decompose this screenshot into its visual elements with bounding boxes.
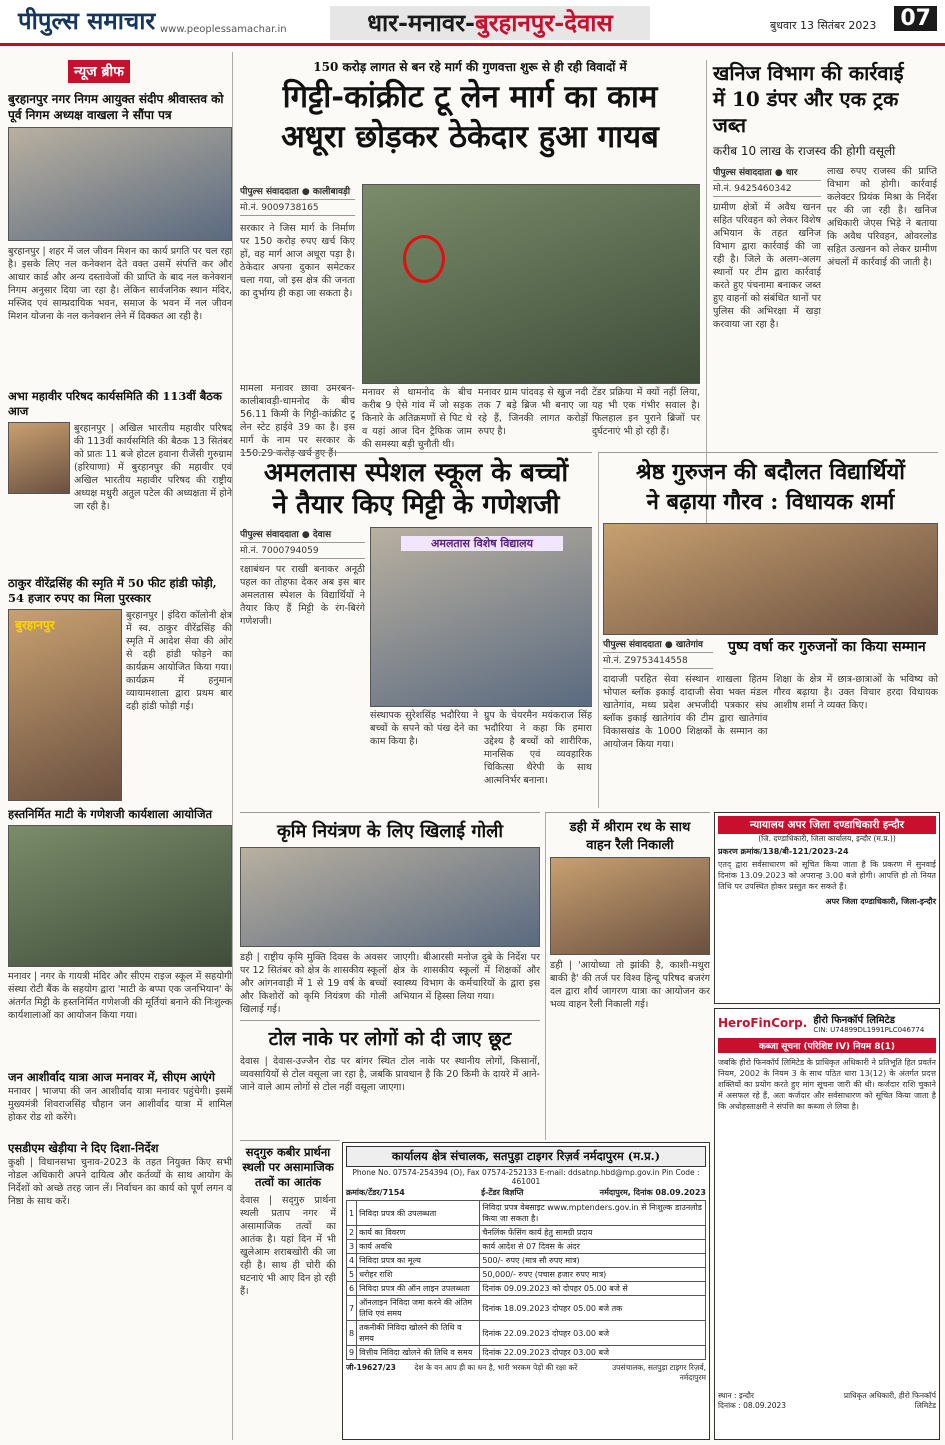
- story3-photo: [8, 609, 122, 801]
- court-title: न्यायालय अपर जिला दण्डाधिकारी इन्दौर: [718, 816, 936, 834]
- amaltas-body1: रक्षाबंधन पर राखी बनाकर अनूठी पहल का तोहफा देकर अब इस बार अमलतास स्पेशल के विद्यार्थियों ने तैयार किए हैं मिट्टी के रंग-बिरंगे गणेशजी।: [240, 564, 365, 627]
- mining-mobile: मो.नं. 9425460342: [713, 181, 821, 197]
- tender-number: क्रमांक/टेंडर/7154: [346, 1188, 405, 1197]
- lead-kicker: 150 करोड़ लागत से बन रहे मार्ग की गुणवत्ता शुरू से ही रही विवादों में: [313, 60, 627, 74]
- story2-body: बुरहानपुर | अखिल भारतीय महावीर परिषद की 113वीं कार्यसमिति की बैठक 13 सितंबर को प्रातः 11 बजे होटल हवाना रीजेंसी गुरुग्राम (हरियाणा) में बुरहानपुर की महावीर एवं अखिल भारतीय महावीर परिषद की राष्ट्रीय अध्यक्ष मधुरी अतुल पटेल की अध्यक्षता में होने जा रही है।: [74, 423, 232, 512]
- hero-body: जबकि हीरो फिनकॉर्प लिमिटेड के प्राधिकृत अधिकारी ने प्रतिभूति हित प्रवर्तन नियम, 2002 के नियम 3 के साथ पठित धारा 13(12) के अंतर्गत प्रदत्त शक्तियों का प्रयोग करते हुए मांग सूचना जारी की थी। कर्जदार राशि चुकाने में असफल रहे हैं, अतः कर्जदार और सर्वसाधारण को सूचित किया जाता है कि अधोहस्ताक्षरी ने संपत्ति का कब्जा ले लिया है।: [718, 1058, 936, 1111]
- krimi-story: [240, 812, 540, 1020]
- tender-signatory: उपसंचालक, सतपुड़ा टाइगर रिज़र्व, नर्मदापुरम: [612, 1363, 706, 1382]
- sadguru-body: देवास | सद्‌गुरु प्रार्थना स्थली प्रताप नगर में असामाजिक तत्वों का आतंक है। यहां दिन में भी खुलेआम शराबखोरी की जा रही है। साथ ही चोरी की घटनाएं भी आए दिन हो रही हैं।: [240, 1195, 336, 1297]
- photo-banner-text: बुरहानपुर: [15, 618, 55, 632]
- hero-place: स्थान : इन्दौर: [718, 1391, 754, 1400]
- amaltas-story: [240, 452, 592, 808]
- krimi-body: डही | राष्ट्रीय कृमि मुक्ति दिवस के अवसर पर 12 सितंबर को क्षेत्र के शासकीय स्कूलों और आंगनवाड़ी में 1 से 19 वर्ष के बच्चों और किशोरों को कृमि नियंत्रण की गोली खिलाई गई।: [240, 952, 387, 1015]
- shriram-headline-line1: डही में श्रीराम रथ के साथ: [569, 820, 691, 835]
- toll-body: देवास | देवास-उज्जैन रोड पर बांगर स्थित टोल नाके पर स्थानीय लोगों, किसानों, व्यवसायियों से टोल वसूला जा रहा है, जबकि प्रावधान है कि 20 किमी के दायरे में आने-जाने वाले आम लोगों से टोल नहीं वसूला जाएगा।: [240, 1056, 540, 1093]
- left-column: [8, 52, 233, 1440]
- hero-notice: [714, 1008, 940, 1440]
- website-url[interactable]: www.peoplessamachar.in: [160, 24, 287, 35]
- tender-office: कार्यालय क्षेत्र संचालक, सतपुड़ा टाइगर रिज़र्व नर्मदापुरम (म.प्र.): [346, 1146, 706, 1167]
- gurujan-body1: दादाजी परहित सेवा संस्थान शाखला हितम भोपाल ब्लॉक इकाई दादाजी सेवा भक्त मंडल खातेगांव, मध्य प्रदेश अभजीदी पत्रकार संघ ब्लॉक इकाई खातेगांव की टीम द्वारा खातेगांव विकासखंड के 1000 शिक्षकों के सम्मान का आयोजन किया गया।: [603, 674, 768, 750]
- table-row: 2 कार्य का विवरण चैनलिंक फेंसिंग कार्य हेतु सामग्री प्रदाय: [347, 1226, 706, 1240]
- tender-notice: [342, 1142, 710, 1440]
- tender-table: [346, 1200, 706, 1360]
- news-brief-label: न्यूज ब्रीफ: [68, 60, 130, 83]
- table-row: 5 धरोहर राशि 50,000/- रुपए (पचास हजार रुपए मात्र): [347, 1268, 706, 1282]
- hero-logo: HeroFinCorp.: [718, 1016, 808, 1030]
- shriram-story: [545, 812, 710, 1140]
- gurujan-byline: पीपुल्स संवाददाता ● खातेगांव: [603, 637, 713, 653]
- mining-headline-line1: खनिज विभाग की कार्रवाई: [713, 61, 904, 85]
- story4-body: मनावर | नगर के गायत्री मंदिर और सीएम राइज स्कूल में सहयोगी संस्था रोटी बैंक के सहयोग द्वारा 'माटी के बप्पा एक जनभियान' के अंतर्गत मिट्टी के हस्तनिर्मित गणेशजी की मूर्तियां बनाने की निःशुल्क कार्यशालाओं का आयोजन किया गया।: [8, 971, 232, 1021]
- tender-ref: जी-19627/23: [346, 1363, 396, 1372]
- lead-body4: मनावर ग्राम पांदवड़ से खुज नदी तक 7 बड़े ब्रिज भी बनाए जा रहे हैं, जिनकी लागत करोड़ों रुपए है।: [478, 387, 588, 437]
- edition-band: धार-मनावर-बुरहानपुर-देवास: [330, 6, 650, 40]
- mining-headline-line2: में 10 डंपर और एक ट्रक जब्त: [713, 87, 899, 137]
- story5-body: मनावर | भाजपा की जन आशीर्वाद यात्रा मनावर पहुंचेगी। इसमें मुख्यमंत्री शिवराजसिंह चौहान जन आशीर्वाद यात्रा में शामिल होकर रोड शो करेंगे।: [8, 1086, 232, 1123]
- story2-portrait: [8, 422, 70, 494]
- tender-slogan: देश के वन आप ही का धन है, भारी भरकम पेड़ों की रक्षा करें: [414, 1363, 578, 1372]
- story3-headline: ठाकुर वीरेंद्रसिंह की स्मृति में 50 फीट हांडी फोड़ी, 54 हजार रुपए का मिला पुरस्कार: [8, 576, 217, 605]
- krimi-photo: [240, 847, 540, 947]
- story6-headline: एसडीएम खेड़ीया ने दिए दिशा-निर्देश: [8, 1141, 159, 1155]
- story2-headline: अभा महावीर परिषद कार्यसमिति की 113वीं बैठक आज: [8, 389, 222, 418]
- lead-byline: पीपुल्स संवाददाता ● कालीबावड़ी: [240, 184, 355, 200]
- story1-photo: [8, 127, 232, 241]
- hero-sign: प्राधिकृत अधिकारी, हीरो फिनकॉर्प लिमिटेड: [843, 1391, 936, 1410]
- court-notice: [714, 812, 940, 1004]
- table-row: 6 निविदा प्रपत्र की ऑन लाइन उपलब्धता दिनांक 09.09.2023 को दोपहर 05.00 बजे से: [347, 1282, 706, 1296]
- story6-body: कुक्षी | विधानसभा चुनाव-2023 के तहत नियुक्त किए सभी नोडल अधिकारी अपने दायित्व और कर्तव्यों के साथ आयोग के निर्देशों को अच्छे तरह जान लें। निर्वाचन का कार्य को पूर्ण लगन व निष्ठा के साथ करें।: [8, 1157, 232, 1207]
- page-number: 07: [894, 6, 937, 31]
- mining-subhead: करीब 10 लाख के राजस्व की होगी वसूली: [713, 144, 896, 158]
- amaltas-headline-line2: ने तैयार किए मिट्टी के गणेशजी: [272, 490, 560, 520]
- lead-road-photo: [362, 184, 700, 384]
- court-body: एतद् द्वारा सर्वसाधारण को सूचित किया जाता है कि प्रकरण में सुनवाई दिनांक 13.09.2023 को अपरान्ह 3.00 बजे होगी। आपत्ति हो तो नियत तिथि पर उपस्थित होकर प्रस्तुत कर सकते हैं।: [718, 860, 936, 891]
- tender-contact: Phone No. 07574-254394 (O), Fax 07574-252133 E-mail: ddsatnp.hbd@mp.gov.in Pin Code : 461001: [352, 1168, 700, 1186]
- story1-headline: बुरहानपुर नगर निगम आयुक्त संदीप श्रीवास्तव को पूर्व निगम अध्यक्ष वाखला ने सौंपा पत्र: [8, 92, 224, 122]
- gurujan-caption: पुष्प वर्षा कर गुरुजनों का किया सम्मान: [728, 639, 926, 655]
- shriram-headline-line2: वाहन रैली निकाली: [586, 838, 674, 853]
- gurujan-body2: शिक्षा के क्षेत्र में छात्र-छात्राओं के भविष्य को गौरव बढ़ाया है। उक्त विचार हरदा विधायक आशीष शर्मा ने व्यक्त किए।: [773, 674, 938, 711]
- table-row: 7 ऑनलाइन निविदा जमा करने की अंतिम तिथि एवं समय दिनांक 18.09.2023 दोपहर 05.00 बजे तक: [347, 1296, 706, 1321]
- hero-heading: कब्जा सूचना (परिशिष्ट IV) नियम 8(1): [718, 1038, 936, 1053]
- story3-body: बुरहानपुर | इंदिरा कॉलोनी क्षेत्र में स्व. ठाकुर वीरेंद्रसिंह की स्मृति में आदेश सेवा की ओर से दही हांडी फोड़ने का कार्यक्रम आयोजित किया गया। कार्यक्रम में हनुमान व्यायामशाला द्वारा प्रथम बार दही हांडी फोड़ी गई।: [126, 610, 232, 712]
- toll-story: [240, 1020, 540, 1140]
- court-sub: (जि. दण्डाधिकारी, जिला कार्यालय, इन्दौर (म.प्र.)): [758, 834, 896, 843]
- amaltas-mobile: मो.नं. 7000794059: [240, 543, 365, 559]
- hero-company: हीरो फिनकॉर्प लिमिटेड: [813, 1015, 896, 1026]
- mining-body1: ग्रामीण क्षेत्रों में अवैध खनन सहित परिवहन को लेकर विशेष अभियान के तहत खनिज विभाग द्वारा कार्रवाई की जा रही है। जिले के अलग-अलग स्थानों पर टीम द्वारा कार्रवाई करते हुए पंचनामा बनाकर जब्त हुए वाहनों को संबंधित थानों पर पुलिस की अभिरक्षा में खड़ा करवाया जा रहा है।: [713, 202, 821, 330]
- amaltas-body2: संस्थापक सुरेशसिंह भदौरिया ने बच्चों के सपने को पंख देने का काम किया है।: [370, 710, 478, 747]
- gurujan-headline-line2: ने बढ़ाया गौरव : विधायक शर्मा: [646, 489, 895, 515]
- lead-body3: मनावर से धामनोद के बीच करीब 9 ऐसे गांव में जो सड़क किनारे के अतिक्रमणों से पिट थे व यहां आज दिन ट्रैफिक जाम की समस्या बड़ी चुनौती थी।: [362, 387, 472, 450]
- table-row: 3 कार्य अवधि कार्य आदेश से 07 दिवस के अंदर: [347, 1240, 706, 1254]
- court-sign: अपर जिला दण्डाधिकारी, जिला-इन्दौर: [825, 897, 936, 906]
- story5-headline: जन आशीर्वाद यात्रा आज मनावर में, सीएम आएंगे: [8, 1070, 216, 1084]
- sadguru-story: [240, 1140, 340, 1440]
- story4-photo: [8, 825, 232, 967]
- gurujan-mobile: मो.नं. Z9753414558: [603, 653, 713, 669]
- story4-headline: हस्तनिर्मित माटी के गणेशजी कार्यशाला आयोजित: [8, 807, 213, 821]
- amaltas-byline: पीपुल्स संवाददाता ● देवास: [240, 527, 365, 543]
- gurujan-headline-line1: श्रेष्ठ गुरुजन की बदौलत विद्यार्थियों: [636, 459, 905, 485]
- hero-date: दिनांक : 08.09.2023: [718, 1401, 787, 1410]
- hero-cin: CIN: U74899DL1991PLC046774: [813, 1026, 925, 1034]
- newspaper-logo: पीपुल्स समाचार: [18, 6, 156, 35]
- lead-mobile: मो.नं. 9009738165: [240, 200, 355, 216]
- highlight-circle: [403, 235, 445, 283]
- tender-date: नर्मदापुरम, दिनांक 08.09.2023: [599, 1188, 706, 1197]
- amaltas-photo: [370, 527, 592, 707]
- sadguru-headline: सद्‌गुरु कबीर प्रार्थना स्थली पर असामाजिक तत्वों का आतंक: [242, 1145, 334, 1189]
- school-banner: अमलतास विशेष विद्यालय: [401, 536, 563, 551]
- shriram-body: डही | 'आयोध्या तो झांकी है, काशी-मथुरा बाकी है' की तर्ज पर विश्व हिन्दू परिषद बजरंग दल द्वारा शौर्य जागरण यात्रा का आयोजन कर भव्य वाहन रैली निकाली गई।: [550, 960, 710, 1010]
- table-row: 9 वित्तीय निविदा खोलने की तिथि व समय दिनांक 22.09.2023 दोपहर 03.00 बजे: [347, 1346, 706, 1360]
- table-row: 1 निविदा प्रपत्र की उपलब्धता निविदा प्रपत्र वेबसाइट www.mptenders.gov.in से निःशुल्क डाउनलोड किया जा सकता है।: [347, 1201, 706, 1226]
- table-row: 8 तकनीकी निविदा खोलने की तिथि व समय दिनांक 22.09.2023 दोपहर 03.00 बजे: [347, 1321, 706, 1346]
- lead-headline-line1: गिट्टी-कांक्रीट टू लेन मार्ग का काम: [282, 79, 658, 115]
- mining-byline: पीपुल्स संवाददाता ● धार: [713, 165, 821, 181]
- masthead: [0, 0, 945, 46]
- amaltas-headline-line1: अमलतास स्पेशल स्कूल के बच्चों: [263, 458, 569, 488]
- tender-title: ई-टेंडर विज्ञप्ति: [481, 1188, 524, 1197]
- lead-body5: टेंडर प्रक्रिया में क्यों नहीं लिया, यह भी एक गंभीर सवाल है। फिलहाल इन पुराने ब्रिजों पर दुर्घटनाएं भी हो रही हैं।: [592, 387, 700, 437]
- krimi-body2: जाएगी। बीआरसी मनोज दुबे के निर्देश पर क्षेत्र के शासकीय स्कूलों में शिक्षकों और स्वास्थ्य विभाग के कर्मचारियों के द्वारा इस अभियान में हिस्सा लिया गया।: [393, 952, 540, 1002]
- table-row: 4 निविदा प्रपत्र का मूल्य 500/- रुपए (मात्र सौ रुपए मात्र): [347, 1254, 706, 1268]
- lead-body1: सरकार ने जिस मार्ग के निर्माण पर 150 करोड़ रुपए खर्च किए हों, वह मार्ग आज अधूरा पड़ा है। ठेकेदार अपना दुकान समेटकर चला गया, जो इस क्षेत्र की जनता का दुर्भाग्य ही कहा जा सकता है।: [240, 223, 355, 299]
- toll-headline: टोल नाके पर लोगों को दी जाए छूट: [268, 1028, 512, 1050]
- court-case: प्रकरण क्रमांक/138/बी-121/2023-24: [718, 847, 849, 856]
- gurujan-photo: [603, 523, 938, 635]
- lead-headline-line2: अधूरा छोड़कर ठेकेदार हुआ गायब: [281, 119, 659, 155]
- dateline: बुधवार 13 सितंबर 2023: [770, 19, 877, 32]
- story1-body: बुरहानपुर | शहर में जल जीवन मिशन का कार्य प्रगति पर चल रहा है। इसके लिए नल कनेक्शन देते वक्त उसमें संपत्ति कर और आधार कार्ड और अन्य दस्तावेजों की प्राप्ति के बाद नल कनेक्शन निगम अनुसार दिया जा रहा है। लेकिन सार्वजनिक स्थान मंदिर, मस्जिद एवं साम्प्रदायिक भवन, समाज के भवन में नल जीवन मिशन योजना के नल कनेक्शन लेने में दिक्कत आ रही है।: [8, 246, 232, 322]
- shriram-photo: [550, 857, 710, 955]
- mining-body2: लाख रुपए राजस्व की प्राप्ति विभाग को होगी। कार्रवाई कलेक्टर प्रियंक मिश्रा के निर्देश पर की जा रही है। खनिज अधिकारी जेएस भिड़े ने बताया कि अवैध परिवहन, ओवरलोड सहित उत्खनन को लेकर ग्रामीण अंचलों में कार्रवाई की जाती है।: [827, 166, 937, 268]
- amaltas-body3: ग्रुप के चेयरमैन मयंकराज सिंह भदौरिया ने कहा कि हमारा उद्देश्य है बच्चों को शारीरिक, मानसिक एवं व्यवहारिक चिकित्सा थैरेपी के साथ आत्मनिर्भर बनाना।: [484, 710, 592, 786]
- krimi-headline: कृमि नियंत्रण के लिए खिलाई गोली: [276, 821, 504, 842]
- gurujan-story: [598, 452, 938, 808]
- lead-body2: मामला मनावर छावा उमरबन-कालीबावड़ी-धामनोद के बीच 56.11 किमी के गिट्टी-कांक्रीट टू लेन स्टेट हाईवे 39 का है। इस मार्ग के नाम पर सरकार के 150.29 करोड़ खर्च हुए हैं।: [240, 383, 355, 459]
